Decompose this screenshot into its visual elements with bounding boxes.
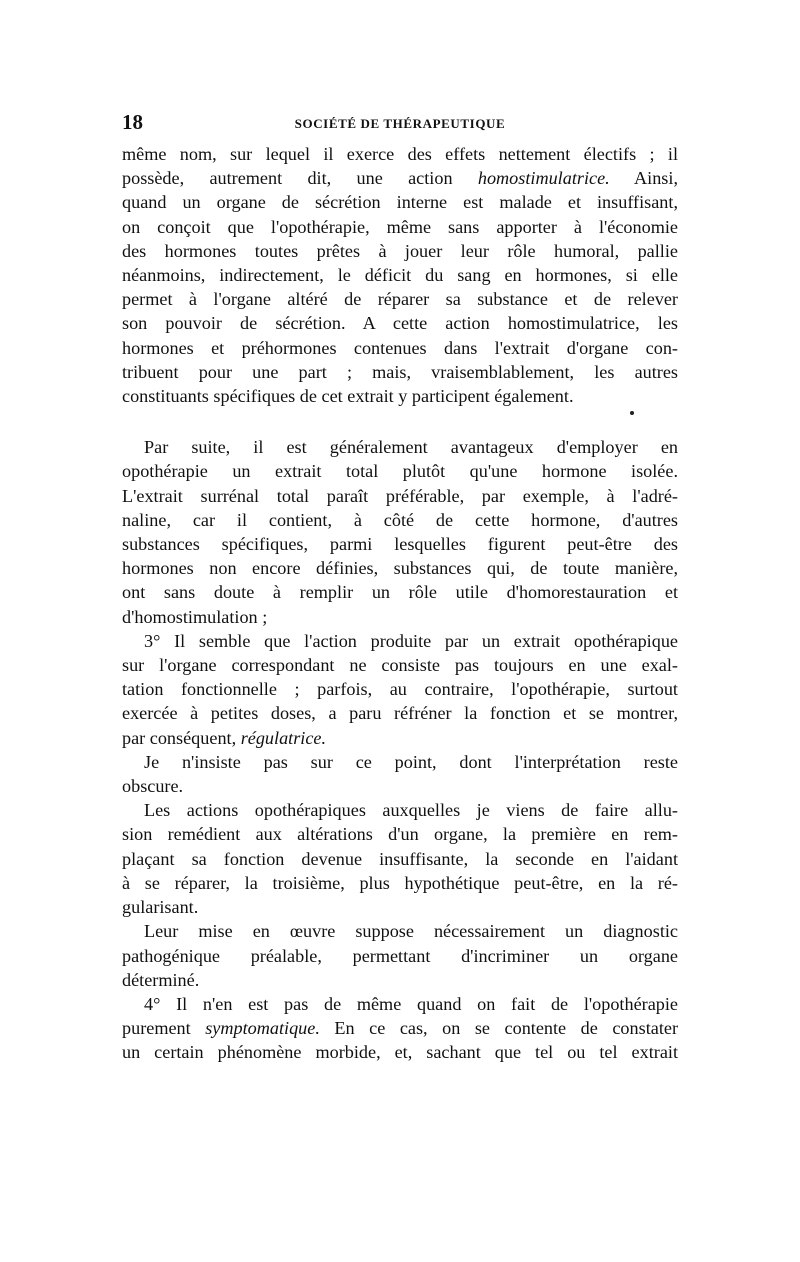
text-line: 4° Il n'en est pas de même quand on fait de l'opothérapie: [144, 993, 678, 1014]
text-line: des hormones toutes prêtes à jouer leur rôle humoral, pallie: [122, 240, 678, 261]
text-line: tribuent pour une part ; mais, vraisemblablement, les autres: [122, 361, 678, 382]
paragraph-7: [122, 992, 678, 1065]
text-line: Leur mise en œuvre suppose nécessairement un diagnostic: [144, 921, 678, 942]
text-line: déterminé.: [122, 969, 200, 990]
text-line: sion remédient aux altérations d'un organe, la première en rem-: [122, 824, 678, 845]
text-line: un certain phénomène morbide, et, sachant que tel ou tel extrait: [122, 1042, 678, 1063]
text-line: à se réparer, la troisième, plus hypothétique peut-être, en la ré-: [122, 872, 678, 893]
emphasis-term: régulatrice.: [240, 727, 327, 748]
text-line: par conséquent, régulatrice.: [122, 727, 327, 748]
text-line: constituants spécifiques de cet extrait y participent également.: [122, 386, 574, 407]
paragraph-3: [122, 629, 678, 750]
text-line: purement symptomatique. En ce cas, on se contente de constater: [122, 1018, 678, 1039]
paragraph-4: [122, 750, 678, 798]
text-line: pathogénique préalable, permettant d'incriminer un organe: [122, 945, 678, 966]
running-head-title: SOCIÉTÉ DE THÉRAPEUTIQUE: [294, 116, 506, 131]
text-line: plaçant sa fonction devenue insuffisante, la seconde en l'aidant: [122, 848, 678, 869]
text-line: d'homostimulation ;: [122, 606, 268, 627]
book-page: [122, 110, 678, 1065]
text-line: naline, car il contient, à côté de cette hormone, d'autres: [122, 509, 678, 530]
emphasis-term: homostimulatrice.: [477, 168, 610, 189]
text-line: hormones et préhormones contenues dans l'extrait d'organe con-: [122, 337, 678, 358]
text-line: Par suite, il est généralement avantageux d'employer en: [144, 437, 678, 458]
text-line: gularisant.: [122, 897, 199, 918]
text-line: hormones non encore définies, substances qui, de toute manière,: [122, 558, 678, 579]
text-line: quand un organe de sécrétion interne est malade et insuffisant,: [122, 192, 678, 213]
paragraph-5: [122, 798, 678, 919]
running-head: [122, 110, 678, 142]
emphasis-term: symptomatique.: [205, 1018, 320, 1039]
text-line: son pouvoir de sécrétion. A cette action homostimulatrice, les: [122, 313, 678, 334]
text-line: néanmoins, indirectement, le déficit du sang en hormones, si elle: [122, 265, 678, 286]
text-line: exercée à petites doses, a paru réfréner la fonction et se montrer,: [122, 703, 678, 724]
paragraph-gap: [122, 408, 678, 435]
text-line: sur l'organe correspondant ne consiste pas toujours en une exal-: [122, 655, 678, 676]
stray-ink-dot: [630, 411, 634, 415]
text-line: même nom, sur lequel il exerce des effets nettement électifs ; il: [122, 144, 678, 164]
text-line: possède, autrement dit, une action homostimulatrice. Ainsi,: [122, 168, 678, 189]
paragraph-6: [122, 919, 678, 992]
text-line: obscure.: [122, 776, 184, 797]
text-line: Les actions opothérapiques auxquelles je viens de faire allu-: [144, 800, 678, 821]
paragraph-1: [122, 142, 678, 408]
paragraph-2: [122, 435, 678, 629]
text-line: Je n'insiste pas sur ce point, dont l'interprétation reste: [144, 751, 678, 772]
text-line: substances spécifiques, parmi lesquelles figurent peut-être des: [122, 534, 678, 555]
text-line: 3° Il semble que l'action produite par un extrait opothérapique: [144, 630, 678, 651]
text-line: on conçoit que l'opothérapie, même sans apporter à l'économie: [122, 216, 678, 237]
text-line: ont sans doute à remplir un rôle utile d'homorestauration et: [122, 582, 678, 603]
text-line: tation fonctionnelle ; parfois, au contraire, l'opothérapie, surtout: [122, 679, 678, 700]
text-line: opothérapie un extrait total plutôt qu'une hormone isolée.: [122, 461, 678, 482]
text-line: permet à l'organe altéré de réparer sa substance et de relever: [122, 289, 678, 310]
page-number: 18: [122, 110, 143, 134]
text-line: L'extrait surrénal total paraît préférable, par exemple, à l'adré-: [122, 485, 678, 506]
